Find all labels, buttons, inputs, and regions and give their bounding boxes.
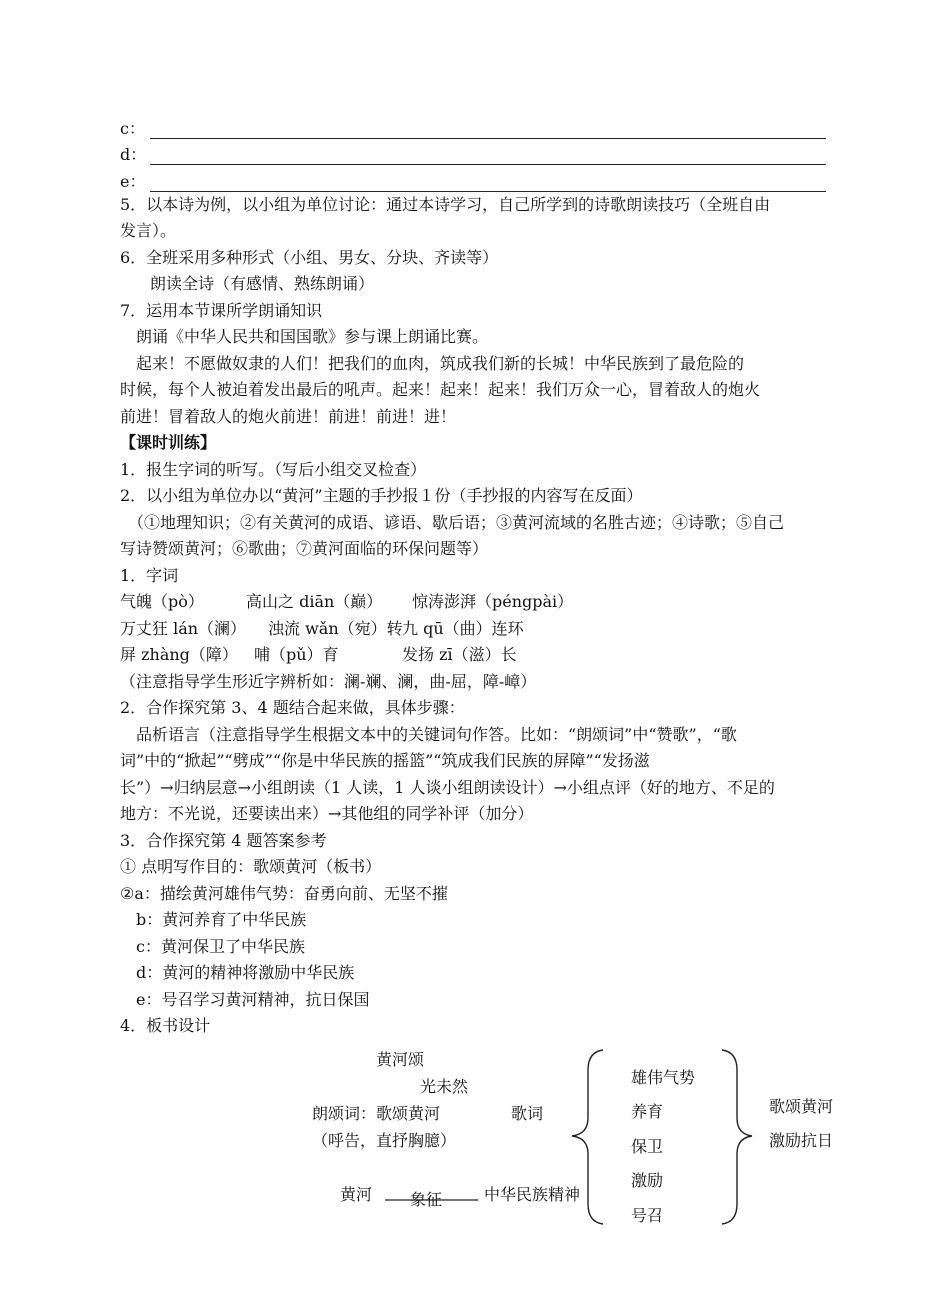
document-body bbox=[120, 112, 832, 1040]
board-middle-item: 保卫 bbox=[631, 1137, 664, 1156]
q7-line2: 朗诵《中华人民共和国国歌》参与课上朗诵比赛。 bbox=[136, 327, 489, 346]
word-item: 气魄（pò） bbox=[120, 592, 204, 611]
word-item: 浊流 wǎn（宛）转 bbox=[268, 618, 403, 638]
q5-line2: 发言）。 bbox=[120, 221, 177, 240]
word-item: 九 qū（曲）连环 bbox=[402, 618, 524, 638]
board-symbol: 象征 bbox=[410, 1190, 443, 1209]
q5-line1: 5．以本诗为例，以小组为单位讨论：通过本诗学习，自己所学到的诗歌朗读技巧（全班自由 bbox=[120, 194, 771, 214]
words-note: （注意指导学生形近字辨析如：澜-斓、澜，曲-屈，障-嶂） bbox=[120, 671, 537, 691]
answer-blank-d bbox=[120, 139, 832, 166]
coop-p2: 词”中的“掀起”“劈成”“你是中华民族的摇篮”“筑成我们民族的屏障”“发扬滋 bbox=[120, 751, 650, 770]
board-river: 黄河 bbox=[340, 1185, 373, 1204]
practice-heading: 【课时训练】 bbox=[120, 433, 217, 452]
answers-heading: 3．合作探究第 4 题答案参考 bbox=[120, 830, 327, 850]
word-item: 高山之 diān（巅） bbox=[246, 592, 383, 611]
blank-label: c： bbox=[120, 118, 145, 138]
word-item: 惊涛澎湃（péngpài） bbox=[412, 592, 574, 611]
blank-rule bbox=[150, 177, 826, 192]
board-middle-item: 养育 bbox=[631, 1102, 664, 1121]
practice-item2-note2: 写诗赞颂黄河；⑥歌曲；⑦黄河面临的环保问题等） bbox=[120, 539, 489, 558]
coop-p4: 地方：不光说，还要读出来）→其他组的同学补评（加分） bbox=[120, 804, 534, 823]
coop-heading: 2．合作探究第 3、4 题结合起来做，具体步骤： bbox=[120, 698, 465, 717]
words-row1 bbox=[120, 589, 832, 616]
coop-p1: 品析语言（注意指导学生根据文本中的关键词句作答。比如：“朗颂词”中“赞歌”，“歌 bbox=[136, 724, 737, 744]
anthem-line3: 前进！冒着敌人的炮火前进！前进！前进！进！ bbox=[120, 406, 457, 426]
board-middle-item: 号召 bbox=[631, 1206, 664, 1225]
word-item: 哺（pǔ）育 bbox=[254, 645, 339, 664]
answer-blank-c bbox=[120, 112, 832, 139]
board-title: 黄河颂 bbox=[376, 1050, 425, 1069]
words-row3 bbox=[120, 642, 832, 669]
answer-blank-e bbox=[120, 165, 832, 192]
answer-2a: ②a：描绘黄河雄伟气势：奋勇向前、无坚不摧 bbox=[120, 883, 448, 903]
words-heading: 1．字词 bbox=[120, 565, 179, 585]
blank-label: e： bbox=[120, 171, 146, 191]
word-item: 发扬 zī（滋）长 bbox=[402, 645, 517, 664]
board-ode-note: （呼告，直抒胸臆） bbox=[312, 1131, 457, 1150]
right-brace-icon bbox=[722, 1050, 752, 1224]
words-row2 bbox=[120, 616, 832, 643]
board-heading: 4．板书设计 bbox=[120, 1016, 211, 1035]
practice-item2: 2．以小组为单位办以“黄河”主题的手抄报１份（手抄报的内容写在反面） bbox=[120, 486, 643, 505]
board-middle-item: 雄伟气势 bbox=[631, 1068, 696, 1087]
board-spirit: 中华民族精神 bbox=[484, 1185, 581, 1204]
anthem-line2: 时候，每个人被迫着发出最后的吼声。起来！起来！起来！我们万众一心，冒着敌人的炮火 bbox=[120, 380, 761, 399]
q7-line1: 7．运用本节课所学朗诵知识 bbox=[120, 300, 323, 320]
practice-item2-note1: （①地理知识；②有关黄河的成语、谚语、歇后语；③黄河流域的名胜古迹；④诗歌；⑤自己 bbox=[128, 512, 785, 532]
answer-2b: b：黄河养育了中华民族 bbox=[136, 910, 307, 929]
blank-rule bbox=[150, 124, 826, 139]
board-ode: 朗颂词：歌颂黄河 bbox=[312, 1104, 441, 1123]
answer-1: ① 点明写作目的：歌颂黄河（板书） bbox=[120, 857, 382, 876]
practice-item1: 1．报生字词的听写。（写后小组交叉检查） bbox=[120, 459, 427, 479]
answer-2d: d：黄河的精神将激励中华民族 bbox=[136, 963, 355, 982]
coop-p3: 长”）→归纳层意→小组朗读（1 人读，1 人谈小组朗读设计）→小组点评（好的地方、不足的 bbox=[120, 777, 775, 797]
anthem-line1: 起来！不愿做奴隶的人们！把我们的血肉，筑成我们新的长城！中华民族到了最危险的 bbox=[136, 353, 745, 373]
word-item: 屏 zhàng（障） bbox=[120, 645, 238, 664]
board-lyrics: 歌词 bbox=[511, 1104, 544, 1123]
q6-line2: 朗读全诗（有感情、熟练朗诵） bbox=[150, 274, 375, 293]
q6-line1: 6．全班采用多种形式（小组、男女、分块、齐读等） bbox=[120, 247, 499, 267]
board-right-item: 歌颂黄河 bbox=[769, 1097, 834, 1116]
word-item: 万丈狂 lán（澜） bbox=[120, 618, 247, 638]
answer-2c: c：黄河保卫了中华民族 bbox=[136, 936, 305, 956]
board-middle-item: 激励 bbox=[631, 1171, 664, 1190]
left-brace-icon bbox=[572, 1050, 603, 1224]
blank-label: d： bbox=[120, 145, 147, 164]
answer-2e: e：号召学习黄河精神，抗日保国 bbox=[136, 989, 370, 1009]
board-right-item: 激励抗日 bbox=[769, 1131, 834, 1150]
blank-rule bbox=[150, 150, 826, 165]
board-author: 光未然 bbox=[420, 1077, 469, 1096]
